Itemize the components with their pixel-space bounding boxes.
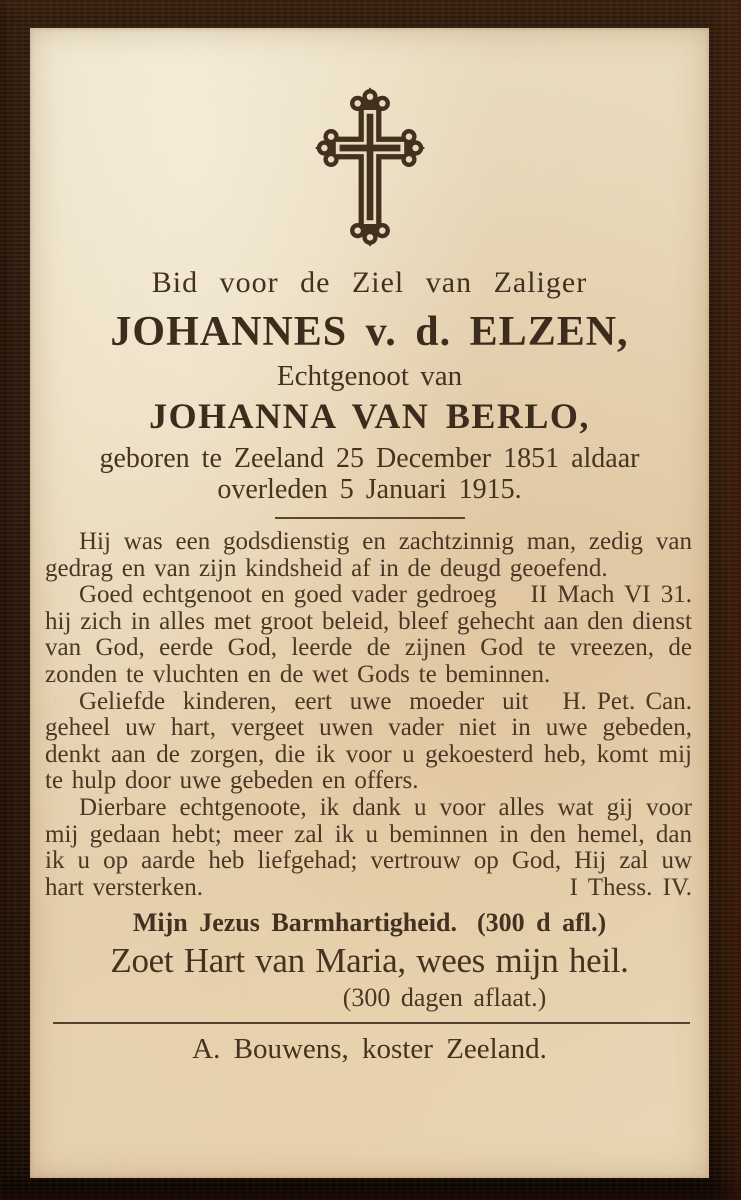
- jesus-indulgence: (300 d afl.): [476, 908, 607, 938]
- obituary-paragraph: [45, 795, 692, 901]
- memorial-card-paper: [30, 28, 709, 1178]
- printer-line: A. Bouwens, koster Zeeland.: [192, 1033, 547, 1066]
- death-line: overleden 5 Januari 1915.: [217, 474, 522, 505]
- section-divider: [275, 517, 465, 519]
- maria-indulgence: (300 dagen aflaat.): [342, 983, 547, 1013]
- scripture-citation: I Thess. IV.: [569, 873, 692, 901]
- spouse-name: JOHANNA VAN BERLO,: [149, 396, 590, 436]
- obituary-paragraph: [45, 528, 692, 609]
- jesus-invocation-text: Mijn Jezus Barmhartigheid.: [132, 908, 457, 938]
- cross-icon: [313, 87, 427, 247]
- cross-ornament: [30, 84, 709, 250]
- paragraph-text: Dierbare echtgenoote, ik dank u voor alles wat gij voor mij gedaan hebt; meer zal ik u beminnen in den hemel, dan ik u op aarde heb liefgehad; vertrouw op God, Hij zal uw hart versterken.: [45, 793, 692, 901]
- deceased-name: JOHANNES v. d. ELZEN,: [110, 309, 629, 355]
- obituary-text: [30, 529, 709, 901]
- paragraph-text: Goed echtgenoot en goed vader gedroeg hij zich in alles met groot beleid, bleef gehecht aan den dienst van God, eerde God, leerde de zijnen God te vreezen, de zonden te vluchten en de wet Gods te beminnen.: [45, 581, 692, 688]
- footer-rule: [53, 1022, 690, 1024]
- scripture-citation: H. Pet. Can.: [562, 687, 692, 715]
- maria-invocation: Zoet Hart van Maria, wees mijn heil.: [110, 941, 629, 981]
- scripture-citation: II Mach VI 31.: [530, 581, 692, 609]
- jesus-invocation: [30, 908, 709, 938]
- pray-line: Bid voor de Ziel van Zaliger: [151, 266, 588, 299]
- paragraph-text: Geliefde kinderen, eert uwe moeder uit geheel uw hart, vergeet uwen vader niet in uwe gebeden, denkt aan de zorgen, die ik voor u gekoesterd heb, komt mij te hulp door uwe gebeden en offers.: [45, 687, 692, 795]
- paragraph-text: Hij was een godsdienstig en zachtzinnig man, zedig van gedrag en van zijn kindsheid af in de deugd geoefend.: [45, 528, 692, 582]
- birth-line: geboren te Zeeland 25 December 1851 aldaar: [99, 443, 640, 474]
- relation-line: Echtgenoot van: [276, 360, 463, 392]
